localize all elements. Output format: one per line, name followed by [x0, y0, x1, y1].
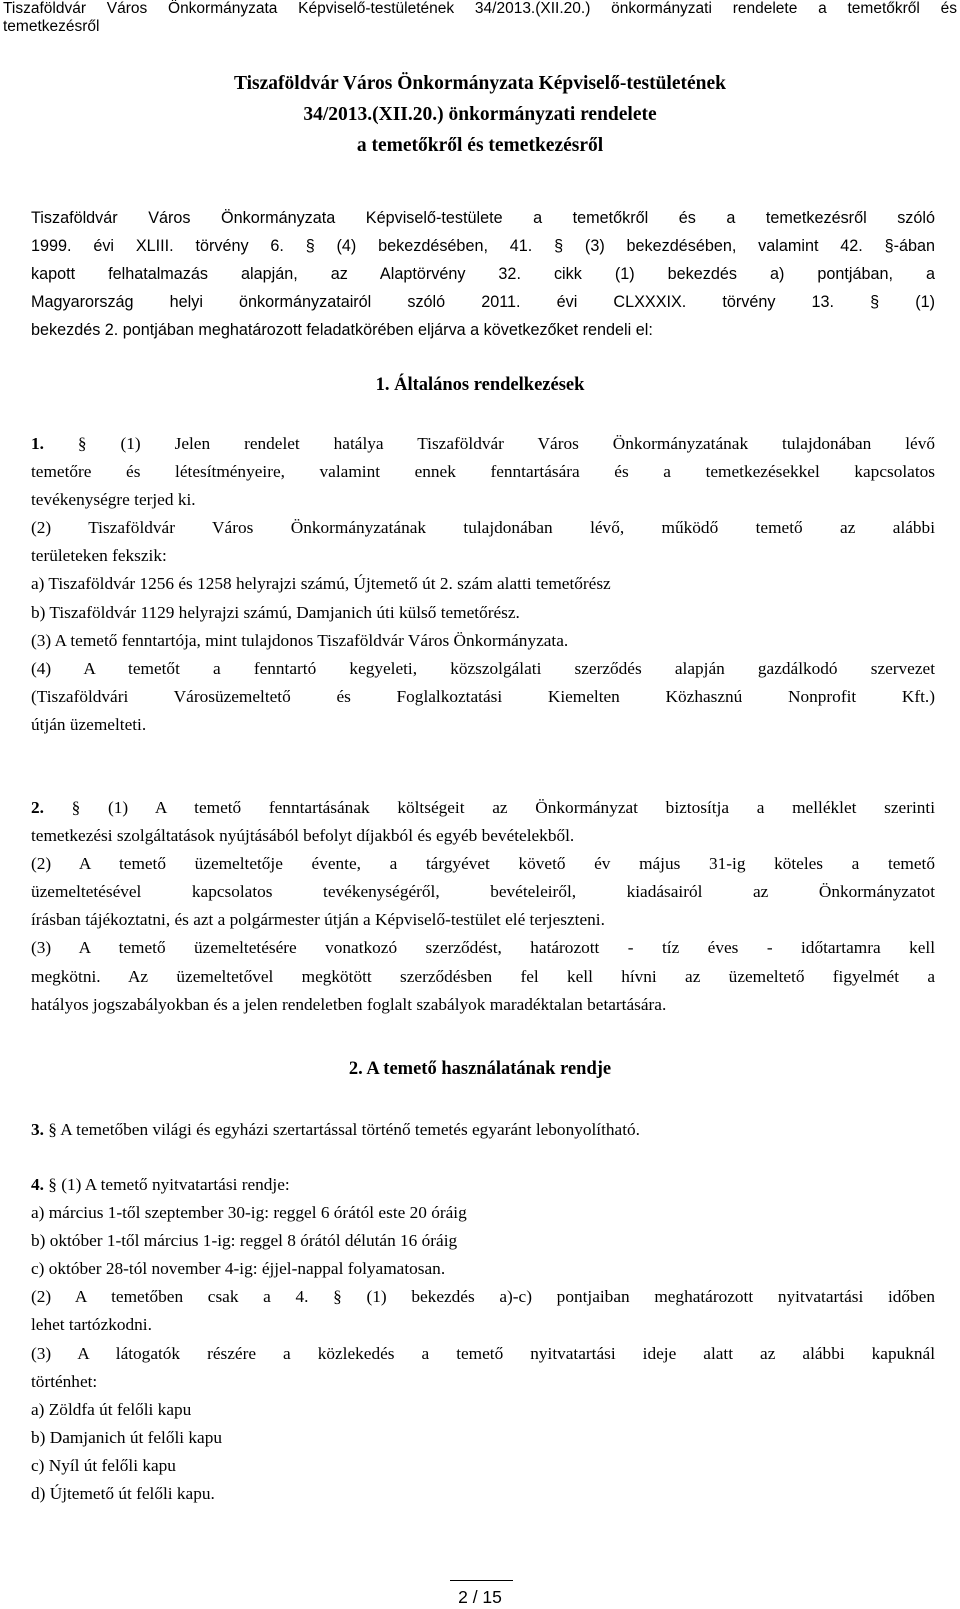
section-1-line: temetőre és létesítményeire, valamint ennek fenntartására és a temetkezésekkel kapcsolatos: [31, 462, 935, 482]
page-footer: [0, 1580, 960, 1609]
section-1-line: (2) Tiszaföldvár Város Önkormányzatának tulajdonában lévő, működő temető az alábbi: [31, 518, 935, 538]
footer-divider: [450, 1580, 513, 1581]
section-1-line: a) Tiszaföldvár 1256 és 1258 helyrajzi számú, Újtemető út 2. szám alatti temetőrész: [31, 574, 611, 594]
preamble-line: kapott felhatalmazás alapján, az Alaptörvény 32. cikk (1) bekezdés a) pontjában, a: [31, 265, 935, 284]
section-1-line: (Tiszaföldvári Városüzemeltető és Foglalkoztatási Kiemelten Közhasznú Nonprofit Kft.): [31, 686, 935, 706]
section-4-line: a) Zöldfa út felőli kapu: [31, 1399, 192, 1419]
document-title: [0, 68, 960, 161]
section-2-line: (3) A temető üzemeltetésére vonatkozó szerződést, határozott - tíz éves - időtartamra kell: [31, 938, 935, 958]
section-text: § (1) A temető nyitvatartási rendje:: [43, 1175, 290, 1194]
section-4-line: d) Újtemető út felőli kapu.: [31, 1484, 215, 1504]
section-text: § (1) Jelen rendelet hatálya Tiszaföldvár Város Önkormányzatának tulajdonában lévő: [43, 434, 935, 453]
section-1-line: [31, 430, 935, 458]
chapter-1-heading: 1. Általános rendelkezések: [375, 375, 585, 395]
section-number: 1.: [31, 434, 44, 453]
section-1: [31, 430, 935, 739]
title-line: 34/2013.(XII.20.) önkormányzati rendelete: [303, 104, 657, 125]
section-2-line: hatályos jogszabályokban és a jelen rendeletben foglalt szabályok maradéktalan betartására.: [31, 994, 667, 1014]
section-4-line: [31, 1171, 935, 1199]
running-header: [3, 0, 957, 36]
section-4-line: lehet tartózkodni.: [31, 1315, 152, 1335]
section-2-line: írásban tájékoztatni, és azt a polgármester útján a Képviselő-testület elé terjeszteni.: [31, 910, 605, 930]
section-2-line: megkötni. Az üzemeltetővel megkötött szerződésben fel kell hívni az üzemeltető figyelmét a: [31, 966, 935, 986]
section-2-line: [31, 794, 935, 822]
running-header-line: temetkezésről: [3, 18, 100, 35]
section-1-line: területeken fekszik:: [31, 546, 167, 566]
section-number: 4.: [31, 1175, 44, 1194]
running-header-line: Tiszaföldvár Város Önkormányzata Képviselő-testületének 34/2013.(XII.20.) önkormányzati rendelete a temetőkről és: [3, 0, 957, 17]
section-3-line: [31, 1116, 935, 1144]
preamble: [31, 204, 935, 344]
section-4-line: történhet:: [31, 1371, 98, 1391]
section-1-line: tevékenységre terjed ki.: [31, 490, 196, 510]
section-4-line: a) március 1-től szeptember 30-ig: reggel 6 órától este 20 óráig: [31, 1203, 467, 1223]
section-4-line: c) október 28-tól november 4-ig: éjjel-nappal folyamatosan.: [31, 1259, 446, 1279]
preamble-line: 1999. évi XLIII. törvény 6. § (4) bekezdésében, 41. § (3) bekezdésében, valamint 42. §-ában: [31, 237, 935, 256]
section-text: § (1) A temető fenntartásának költségeit az Önkormányzat biztosítja a melléklet szerinti: [43, 798, 935, 817]
preamble-line: Magyarország helyi önkormányzatairól szóló 2011. évi CLXXXIX. törvény 13. § (1): [31, 293, 935, 312]
section-2-line: üzemeltetésével kapcsolatos tevékenységéről, bevételeiről, kiadásairól az Önkormányzatot: [31, 882, 935, 902]
section-3: [31, 1116, 935, 1144]
section-4-line: b) Damjanich út felőli kapu: [31, 1427, 222, 1447]
page-number: 2 / 15: [458, 1587, 502, 1607]
section-4-line: b) október 1-től március 1-ig: reggel 8 órától délután 16 óráig: [31, 1231, 458, 1251]
section-2-line: (2) A temető üzemeltetője évente, a tárgyévet követő év május 31-ig köteles a temető: [31, 854, 935, 874]
section-number: 2.: [31, 798, 44, 817]
section-4-line: c) Nyíl út felőli kapu: [31, 1455, 176, 1475]
section-number: 3.: [31, 1120, 44, 1139]
section-2: [31, 794, 935, 1019]
title-line: Tiszaföldvár Város Önkormányzata Képviselő-testületének: [233, 73, 726, 94]
section-2-line: temetkezési szolgáltatások nyújtásából befolyt díjakból és egyéb bevételekből.: [31, 826, 575, 846]
preamble-line: Tiszaföldvár Város Önkormányzata Képviselő-testülete a temetőkről és a temetkezésről szóló: [31, 209, 935, 227]
section-1-line: (3) A temető fenntartója, mint tulajdonos Tiszaföldvár Város Önkormányzata.: [31, 630, 569, 650]
section-text: § A temetőben világi és egyházi szertartással történő temetés egyaránt lebonyolítható.: [43, 1120, 640, 1139]
title-line: a temetőkről és temetkezésről: [356, 135, 604, 156]
chapter-2-heading: 2. A temető használatának rendje: [348, 1059, 612, 1079]
section-1-line: b) Tiszaföldvár 1129 helyrajzi számú, Damjanich úti külső temetőrész.: [31, 602, 520, 622]
preamble-line: bekezdés 2. pontjában meghatározott feladatkörében eljárva a következőket rendeli el:: [31, 321, 653, 340]
section-1-line: útján üzemelteti.: [31, 714, 147, 734]
section-4: [31, 1171, 935, 1508]
section-4-line: (3) A látogatók részére a közlekedés a temető nyitvatartási ideje alatt az alábbi kapuknál: [31, 1343, 935, 1363]
section-4-line: (2) A temetőben csak a 4. § (1) bekezdés a)-c) pontjaiban meghatározott nyitvatartási időben: [31, 1287, 935, 1307]
section-1-line: (4) A temetőt a fenntartó kegyeleti, közszolgálati szerződés alapján gazdálkodó szervezet: [31, 658, 935, 678]
